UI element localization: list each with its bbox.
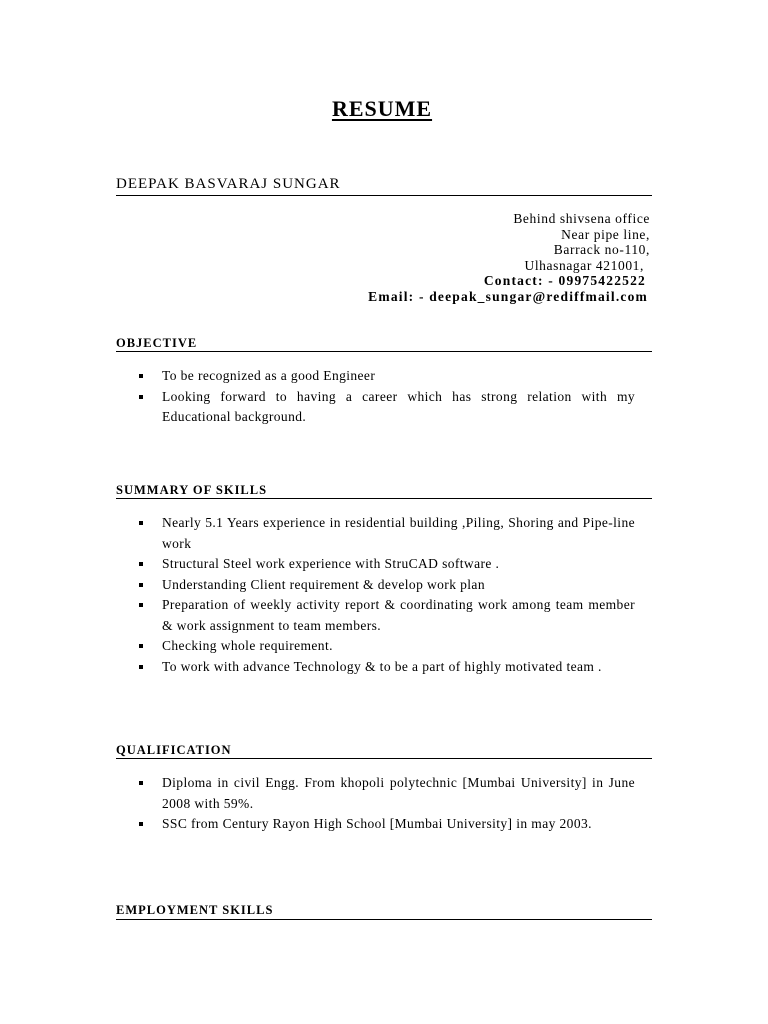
address-line-3: Barrack no-110, bbox=[553, 242, 650, 257]
list-item: Checking whole requirement. bbox=[139, 636, 635, 657]
qualification-heading: QUALIFICATION bbox=[116, 743, 232, 757]
list-item: To be recognized as a good Engineer bbox=[139, 366, 635, 387]
employment-divider bbox=[116, 919, 652, 920]
address-line-1: Behind shivsena office bbox=[513, 211, 650, 226]
objective-list bbox=[139, 366, 635, 428]
name-divider bbox=[116, 195, 652, 196]
skills-heading: SUMMARY OF SKILLS bbox=[116, 483, 268, 497]
objective-heading: OBJECTIVE bbox=[116, 336, 198, 350]
address-line-2: Near pipe line, bbox=[561, 226, 650, 242]
skills-list bbox=[139, 513, 635, 677]
qualification-list bbox=[139, 773, 635, 835]
list-item: SSC from Century Rayon High School [Mumbai University] in may 2003. bbox=[139, 814, 635, 835]
list-item: Structural Steel work experience with StruCAD software . bbox=[139, 554, 635, 575]
address-line-4: Ulhasnagar 421001, bbox=[524, 257, 644, 273]
list-item: Preparation of weekly activity report & coordinating work among team member & work assignment to team members. bbox=[139, 595, 635, 636]
candidate-name: DEEPAK BASVARAJ SUNGAR bbox=[116, 176, 341, 192]
email-line: Email: - deepak_sungar@rediffmail.com bbox=[368, 288, 648, 304]
list-item: Looking forward to having a career which has strong relation with my Educational background. bbox=[139, 387, 635, 428]
list-item: Diploma in civil Engg. From khopoli polytechnic [Mumbai University] in June 2008 with 59%. bbox=[139, 773, 635, 814]
employment-heading: EMPLOYMENT SKILLS bbox=[116, 903, 274, 917]
resume-title: RESUME bbox=[331, 96, 433, 121]
page-title bbox=[0, 96, 768, 122]
objective-divider bbox=[116, 351, 652, 352]
contact-line: Contact: - 09975422522 bbox=[483, 273, 646, 288]
qualification-divider bbox=[116, 758, 652, 759]
list-item: To work with advance Technology & to be a part of highly motivated team . bbox=[139, 657, 635, 678]
list-item: Understanding Client requirement & develop work plan bbox=[139, 575, 635, 596]
address-block bbox=[116, 211, 650, 304]
list-item: Nearly 5.1 Years experience in residential building ,Piling, Shoring and Pipe-line work bbox=[139, 513, 635, 554]
skills-divider bbox=[116, 498, 652, 499]
